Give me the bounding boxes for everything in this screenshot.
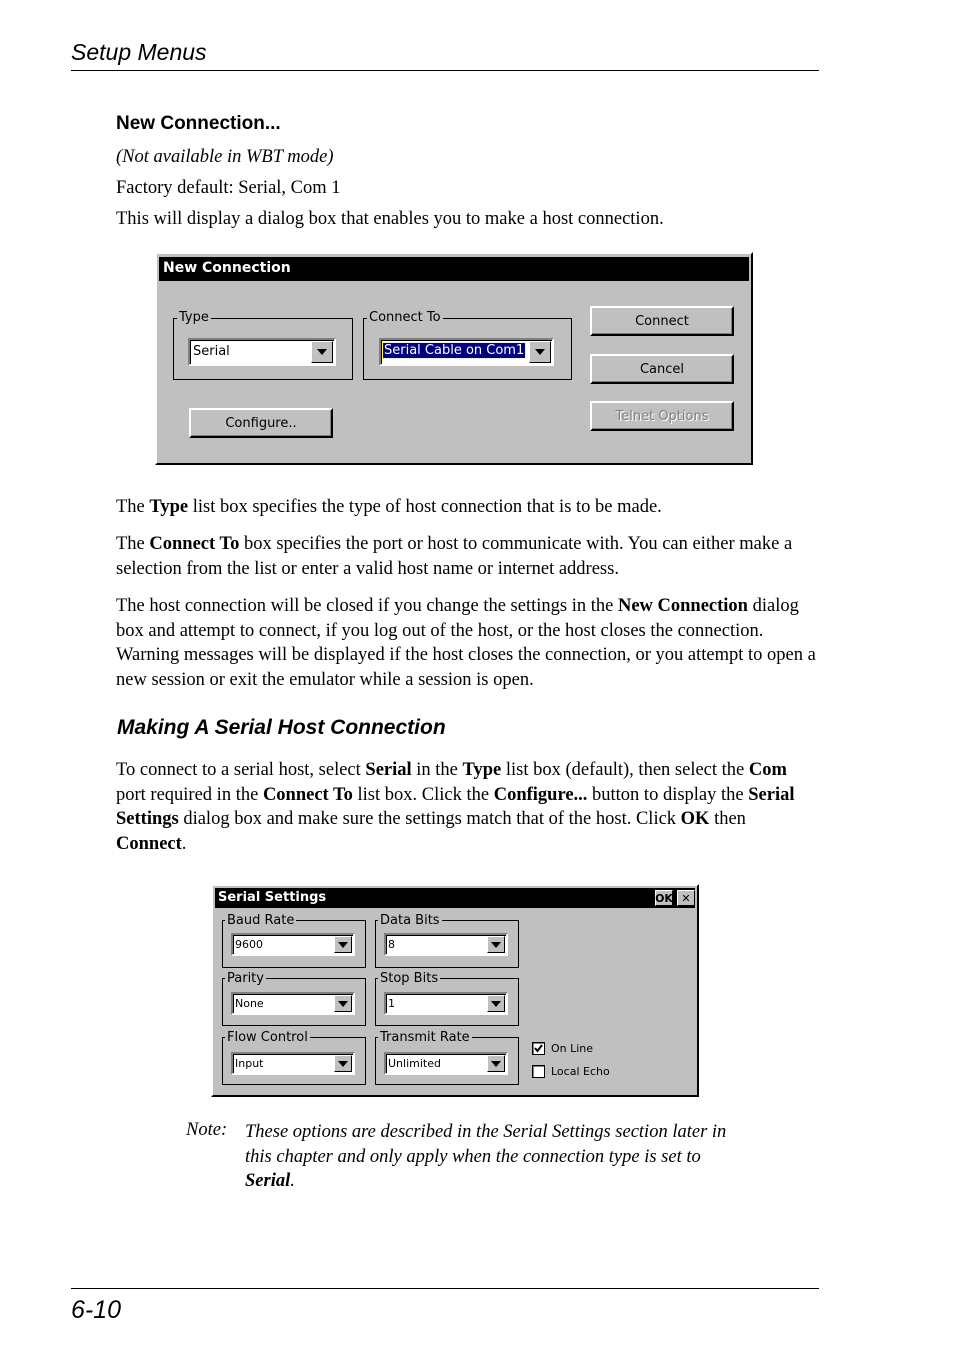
paragraph-text: dialog box and make sure the settings match that of the host. Click — [178, 809, 681, 829]
parity-combobox[interactable] — [231, 992, 355, 1015]
paragraph-text: list box specifies the type of host connection that is to be made. — [188, 497, 662, 517]
page-number: 6-10 — [71, 1296, 122, 1324]
baud-rate-combobox[interactable] — [231, 933, 355, 956]
connect-button-label: Connect — [635, 313, 689, 329]
chevron-down-icon — [491, 1001, 501, 1007]
subsection-heading: Making A Serial Host Connection — [117, 716, 446, 739]
paragraph-bold: Connect To — [149, 534, 240, 554]
stop-bits-combobox[interactable] — [384, 992, 508, 1015]
section-intro: This will display a dialog box that enables you to make a host connection. — [116, 209, 664, 229]
telnet-options-button[interactable] — [590, 401, 734, 431]
factory-default: Factory default: Serial, Com 1 — [116, 178, 341, 198]
data-bits-label: Data Bits — [380, 913, 440, 928]
paragraph-bold: Com — [748, 760, 787, 780]
chevron-down-icon — [338, 1061, 348, 1067]
data-bits-dropdown-button[interactable] — [487, 936, 505, 953]
flow-control-combobox[interactable] — [231, 1052, 355, 1075]
paragraph-bold: OK — [680, 809, 710, 829]
type-group-label: Type — [179, 310, 209, 325]
baud-rate-value: 9600 — [235, 938, 263, 951]
parity-dropdown-button[interactable] — [334, 995, 352, 1012]
data-bits-value: 8 — [388, 938, 395, 951]
type-dropdown-button[interactable] — [311, 341, 333, 363]
chevron-down-icon — [491, 1061, 501, 1067]
paragraph-bold: Connect To — [262, 784, 353, 805]
chevron-down-icon — [491, 942, 501, 948]
flow-control-dropdown-button[interactable] — [334, 1055, 352, 1072]
paragraph-bold: Serial Settings — [116, 784, 795, 829]
chevron-down-icon — [535, 349, 545, 355]
paragraph-text: dialog box and attempt to connect, if you log out of the host, or the host closes the connection. Warning messages will be displayed if the host closes the connection, or you attempt to open a new session or exit the emulator while a session is open. — [116, 596, 816, 690]
paragraph-text: To connect to a serial host, select — [116, 760, 366, 780]
local-echo-label: Local Echo — [551, 1065, 610, 1078]
paragraph-text: box specifies the port or host to communicate with. You can either make a selection from the list or enter a valid host name or internet address. — [116, 534, 793, 579]
cancel-button[interactable] — [590, 354, 734, 384]
note-bold: Serial — [245, 1171, 291, 1191]
footer-rule — [71, 1288, 819, 1289]
paragraph-text: The — [116, 534, 150, 554]
stop-bits-label: Stop Bits — [380, 971, 439, 986]
note-label: Note: — [186, 1120, 228, 1140]
paragraph-closure — [116, 594, 816, 692]
ok-title-button[interactable] — [655, 890, 673, 906]
on-line-label: On Line — [551, 1042, 594, 1055]
new-connection-dialog — [155, 252, 753, 465]
dialog-titlebar — [159, 257, 749, 281]
paragraph-bold: Serial — [365, 760, 412, 780]
chevron-down-icon — [317, 349, 327, 355]
paragraph-text: port required in the — [116, 784, 263, 805]
chevron-down-icon — [338, 942, 348, 948]
parity-label: Parity — [227, 971, 264, 986]
paragraph-text: The — [116, 497, 150, 517]
stop-bits-value: 1 — [388, 997, 395, 1010]
transmit-rate-value: Unlimited — [388, 1057, 441, 1070]
paragraph-text: list box (default), then select the — [501, 760, 749, 780]
transmit-rate-combobox[interactable] — [384, 1052, 508, 1075]
paragraph-text: in the — [411, 760, 463, 780]
connect-to-combobox-value: Serial Cable on Com1 — [384, 343, 525, 358]
dialog-title: Serial Settings — [218, 890, 327, 905]
connect-to-combobox[interactable] — [379, 338, 554, 366]
dialog-title: New Connection — [163, 260, 291, 276]
transmit-rate-dropdown-button[interactable] — [487, 1055, 505, 1072]
chevron-down-icon — [338, 1001, 348, 1007]
paragraph-text: list box. Click the — [352, 784, 494, 805]
checkmark-icon — [533, 1043, 544, 1054]
paragraph-text: button to display the — [587, 784, 749, 805]
cancel-button-label: Cancel — [639, 361, 685, 377]
on-line-checkbox[interactable] — [532, 1042, 545, 1055]
section-heading: New Connection... — [116, 113, 281, 134]
note-text — [245, 1120, 745, 1194]
running-header: Setup Menus — [71, 39, 207, 65]
note-text-part: These options are described in the Serial Settings section later in this chapter and only apply when the connection type is set to — [245, 1122, 727, 1167]
paragraph-connect-to — [116, 532, 816, 581]
paragraph-bold: Connect — [116, 833, 182, 854]
close-title-button[interactable] — [677, 890, 695, 906]
ok-title-button-label: OK — [655, 891, 673, 905]
connect-to-dropdown-button[interactable] — [529, 341, 551, 363]
telnet-options-button-label: Telnet Options — [615, 408, 709, 424]
note-text-part: . — [290, 1171, 295, 1191]
type-combobox[interactable] — [188, 338, 336, 366]
serial-settings-dialog — [211, 884, 699, 1097]
paragraph-text: . — [181, 833, 187, 854]
flow-control-value: Input — [235, 1057, 264, 1070]
header-rule — [71, 70, 819, 71]
transmit-rate-label: Transmit Rate — [380, 1030, 470, 1045]
paragraph-text: then — [709, 809, 746, 829]
data-bits-combobox[interactable] — [384, 933, 508, 956]
flow-control-label: Flow Control — [227, 1030, 308, 1045]
local-echo-checkbox[interactable] — [532, 1065, 545, 1078]
paragraph-bold: New Connection — [617, 596, 748, 616]
paragraph-serial-instructions — [116, 758, 811, 856]
connect-button[interactable] — [590, 306, 734, 336]
configure-button-label: Configure.. — [225, 415, 297, 431]
paragraph-bold: Configure... — [493, 784, 588, 805]
availability-note: (Not available in WBT mode) — [116, 147, 334, 167]
parity-value: None — [235, 997, 264, 1010]
stop-bits-dropdown-button[interactable] — [487, 995, 505, 1012]
baud-rate-label: Baud Rate — [227, 913, 295, 928]
baud-rate-dropdown-button[interactable] — [334, 936, 352, 953]
paragraph-bold: Type — [462, 760, 502, 780]
type-combobox-value: Serial — [193, 344, 230, 359]
paragraph-text: The host connection will be closed if you change the settings in the — [116, 596, 618, 616]
paragraph-type — [116, 495, 816, 520]
configure-button[interactable] — [189, 408, 333, 438]
dialog-titlebar — [215, 888, 695, 908]
close-icon: ✕ — [681, 891, 691, 905]
connect-to-group-label: Connect To — [369, 310, 441, 325]
paragraph-bold: Type — [149, 497, 189, 517]
